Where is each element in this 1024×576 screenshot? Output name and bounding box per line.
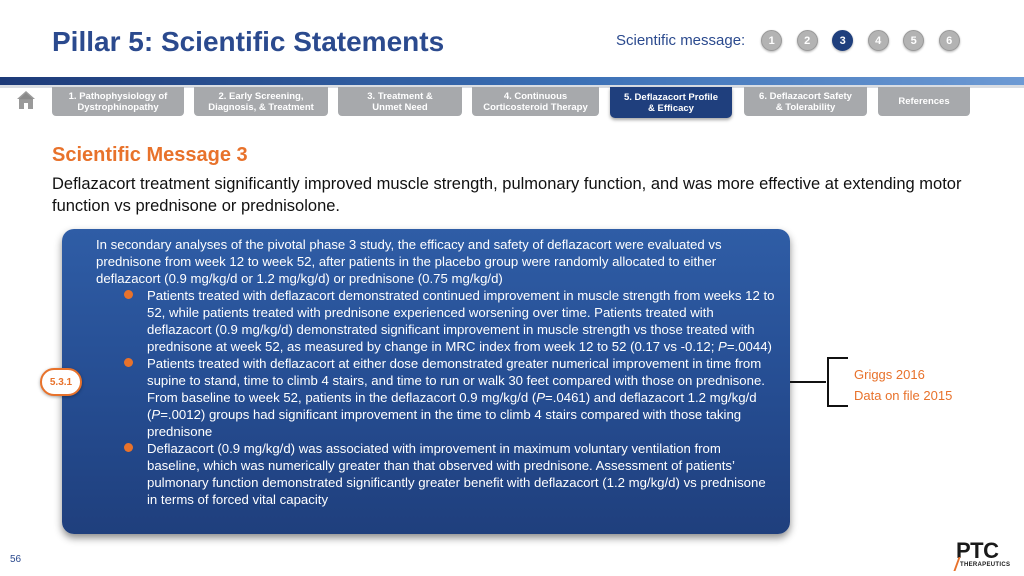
tab-label: 1. Pathophysiology of Dystrophinopathy <box>68 90 168 113</box>
bullet-text: Deflazacort (0.9 mg/kg/d) was associated with improvement in maximum voluntary ventilation from baseline, which was numerically greater than that observed with prednisone. Assessment of patients’ pulmonary function demonstrated significantly greater benefit with deflazacort (1.2 mg/kg/d) vs prednisone in terms of forced vital capacity <box>147 441 766 507</box>
reference-bracket-icon <box>790 356 850 408</box>
reference-item[interactable]: Griggs 2016 <box>854 367 925 382</box>
bullet-text: =.0012) groups had significant improvement in the time to climb 4 stairs compared with those taking prednisone <box>147 407 742 439</box>
header-divider-bar <box>0 77 1024 85</box>
evidence-card-text <box>96 236 776 508</box>
scientific-message-heading: Scientific Message 3 <box>52 144 248 166</box>
bullet-text: =.0461) and deflazacort 1.2 mg/kg/d ( <box>147 390 757 422</box>
ptc-therapeutics-logo <box>956 540 1016 572</box>
p-value-label: P <box>151 407 161 422</box>
tab-deflazacort-profile[interactable] <box>610 87 732 118</box>
home-icon[interactable] <box>16 90 36 110</box>
logo-subtext: THERAPEUTICS <box>960 562 1011 568</box>
bullet-text: Patients treated with deflazacort demonstrated continued improvement in muscle strength from weeks 12 to 52, while patients treated with prednisone experienced worsening over time. Patients treated with deflazacort (0.9 mg/kg/d) demonstrated significant improvement in muscle strength vs those treated with prednisone at week 52, as measured by change in MRC index from week 12 to 52 (0.17 vs -0.12; <box>147 288 775 354</box>
tab-label: 4. Continuous Corticosteroid Therapy <box>483 90 588 113</box>
orange-bullet-icon <box>124 358 133 367</box>
reference-item[interactable]: Data on file 2015 <box>854 388 953 403</box>
bullet-text: =.0044) <box>726 339 772 354</box>
evidence-bullet-muscle-strength <box>96 287 776 355</box>
orange-bullet-icon <box>124 290 133 299</box>
message-dot-2[interactable]: 2 <box>797 30 818 51</box>
bullet-text: Patients treated with deflazacort at either dose demonstrated greater numerical improvement in time from supine to stand, time to climb 4 stairs, and time to run or walk 30 feet compared with those on prednisone. From baseline to week 52, patients in the deflazacort 0.9 mg/kg/d ( <box>147 356 765 405</box>
evidence-bullet-pulmonary-function <box>96 440 776 508</box>
message-dot-4[interactable]: 4 <box>868 30 889 51</box>
logo-wordmark: PTC <box>956 538 999 563</box>
p-value-label: P <box>536 390 546 405</box>
message-dot-3[interactable]: 3 <box>832 30 853 51</box>
orange-bullet-icon <box>124 443 133 452</box>
scientific-message-label: Scientific message: <box>616 32 746 49</box>
tab-continuous-corticosteroid[interactable] <box>472 87 599 116</box>
tab-label: References <box>898 96 950 107</box>
tab-pathophysiology[interactable] <box>52 87 184 116</box>
message-dot-5[interactable]: 5 <box>903 30 924 51</box>
message-dot-1[interactable]: 1 <box>761 30 782 51</box>
statement-id-badge: 5.3.1 <box>40 368 82 396</box>
page-number: 56 <box>10 554 22 565</box>
reference-list <box>854 364 952 406</box>
scientific-message-nav <box>616 30 974 51</box>
tab-label: 6. Deflazacort Safety & Tolerability <box>759 90 852 113</box>
evidence-intro: In secondary analyses of the pivotal phase 3 study, the efficacy and safety of deflazacort were evaluated vs prednisone from week 12 to week 52, after patients in the placebo group were randomly allocated to either deflazacort (0.9 mg/kg/d or 1.2 mg/kg/d) or prednisone (0.75 mg/kg/d) <box>96 237 722 286</box>
tab-early-screening[interactable] <box>194 87 328 116</box>
page-title: Pillar 5: Scientific Statements <box>52 26 445 57</box>
tab-treatment-unmet-need[interactable] <box>338 87 462 116</box>
tab-references[interactable] <box>878 87 970 116</box>
tab-deflazacort-safety[interactable] <box>744 87 867 116</box>
tab-label: 3. Treatment & Unmet Need <box>367 90 433 113</box>
message-dot-6[interactable]: 6 <box>939 30 960 51</box>
message-dots <box>761 30 974 51</box>
p-value-label: P <box>718 339 727 354</box>
tab-label: 2. Early Screening, Diagnosis, & Treatment <box>208 90 314 113</box>
evidence-bullet-motor-function <box>96 355 776 440</box>
tab-label: 5. Deflazacort Profile & Efficacy <box>624 91 718 114</box>
scientific-message-statement: Deflazacort treatment significantly improved muscle strength, pulmonary function, and was more effective at extending motor function vs prednisone or prednisolone. <box>52 175 962 215</box>
evidence-bullets <box>96 287 776 508</box>
